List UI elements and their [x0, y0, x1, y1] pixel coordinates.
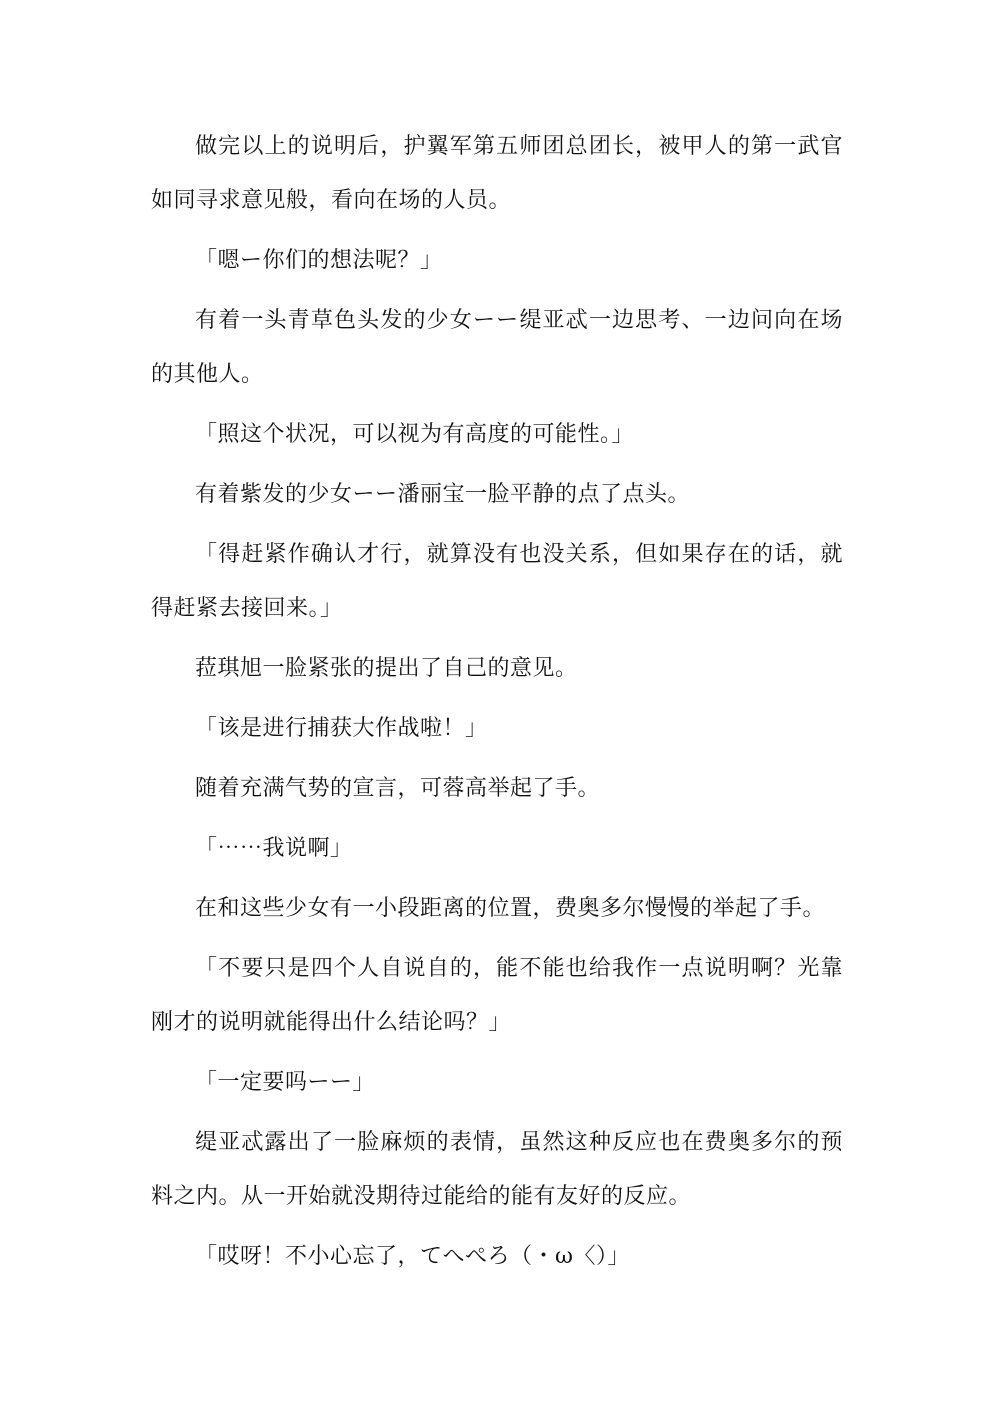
paragraph: 有着一头青草色头发的少女ーー缇亚忒一边思考、一边问向在场的其他人。 — [151, 308, 843, 387]
paragraph: 菈琪旭一脸紧张的提出了自己的意见。 — [195, 656, 578, 681]
paragraph: 「照这个状况，可以视为有高度的可能性。」 — [195, 422, 635, 447]
paragraph: 在和这些少女有一小段距离的位置，费奥多尔慢慢的举起了手。 — [195, 896, 826, 921]
paragraph: 「嗯ー你们的想法呢？」 — [195, 248, 443, 273]
paragraph: 「⋯⋯我说啊」 — [195, 836, 353, 861]
paragraph: 「不要只是四个人自说自的，能不能也给我作一点说明啊？光靠刚才的说明就能得出什么结论吗？」 — [151, 956, 843, 1035]
paragraph: 「哎呀！不小心忘了，てへぺろ（・ω〈）」 — [195, 1244, 630, 1269]
paragraph: 有着紫发的少女ーー潘丽宝一脸平静的点了点头。 — [195, 482, 691, 507]
paragraph: 「得赶紧作确认才行，就算没有也没关系，但如果存在的话，就得赶紧去接回来。」 — [151, 542, 843, 621]
paragraph: 「该是进行捕获大作战啦！」 — [195, 716, 488, 741]
paragraph: 「一定要吗ーー」 — [195, 1070, 376, 1095]
paragraph: 缇亚忒露出了一脸麻烦的表情，虽然这种反应也在费奥多尔的预料之内。从一开始就没期待过能给的能有友好的反应。 — [151, 1130, 843, 1209]
text-body — [151, 120, 843, 1290]
paragraph: 做完以上的说明后，护翼军第五师团总团长，被甲人的第一武官如同寻求意见般，看向在场的人员。 — [151, 134, 843, 213]
paragraph: 随着充满气势的宣言，可蓉高举起了手。 — [195, 776, 601, 801]
